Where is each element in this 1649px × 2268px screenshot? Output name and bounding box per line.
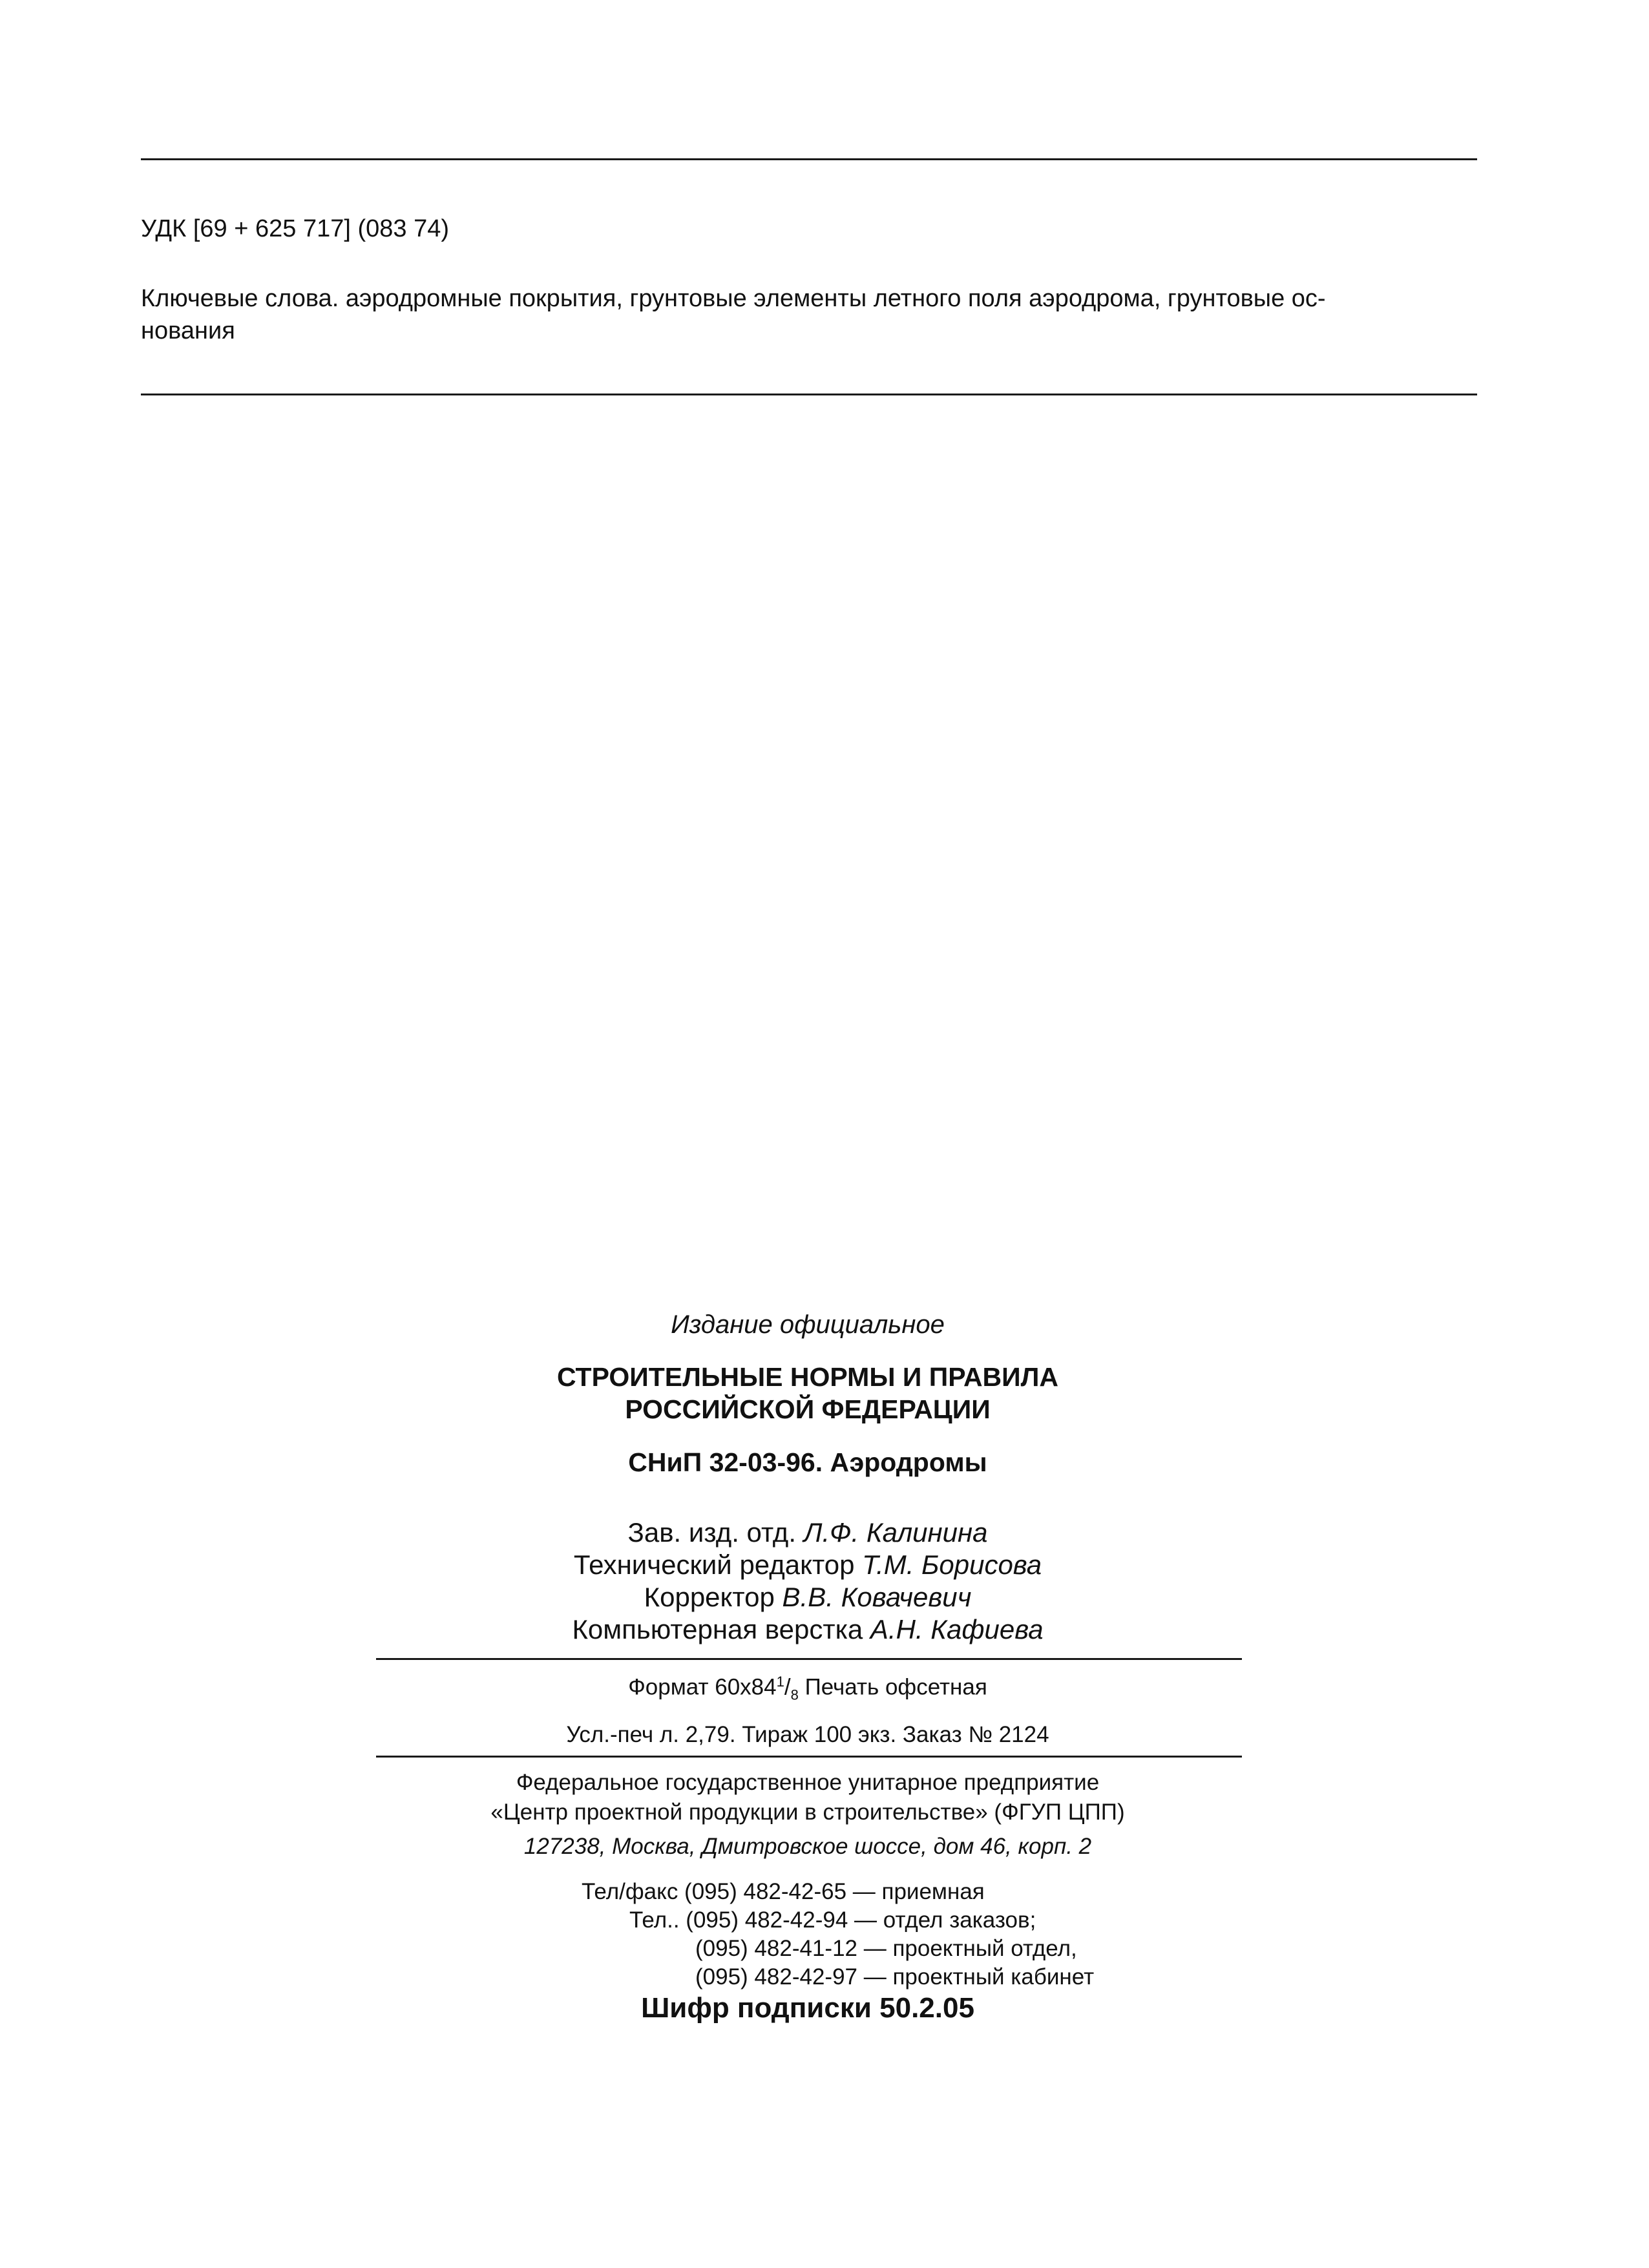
staff-name: Л.Ф. Калинина <box>803 1517 988 1548</box>
organization-line-1: Федеральное государственное унитарное предприятие <box>516 1770 1100 1795</box>
series-title-line-2: РОССИЙСКОЙ ФЕДЕРАЦИИ <box>625 1394 991 1424</box>
top-rule <box>141 158 1477 160</box>
staff-name: Т.М. Борисова <box>862 1549 1042 1580</box>
organization-line-2: «Центр проектной продукции в строительстве» (ФГУП ЦПП) <box>490 1800 1125 1825</box>
staff-role: Зав. изд. отд. <box>627 1517 796 1548</box>
contact-line: Тел/факс (095) 482-42-65 — приемная <box>582 1879 985 1904</box>
staff-role: Компьютерная верстка <box>572 1614 863 1644</box>
imprint-rule-bottom <box>376 1756 1242 1758</box>
staff-row <box>375 1549 1241 1581</box>
document-title: СНиП 32-03-96. Аэродромы <box>628 1447 987 1477</box>
udk-code: УДК [69 + 625 717] (083 74) <box>141 215 450 242</box>
series-title <box>375 1361 1241 1425</box>
format-line <box>375 1674 1241 1704</box>
staff-name: А.Н. Кафиева <box>870 1614 1044 1644</box>
staff-row <box>375 1517 1241 1549</box>
keywords <box>141 282 1326 347</box>
staff-list <box>375 1517 1241 1646</box>
staff-row <box>375 1581 1241 1613</box>
format-fraction-denominator: 8 <box>790 1686 799 1703</box>
staff-name: В.В. Ковачевич <box>782 1582 972 1612</box>
address: 127238, Москва, Дмитровское шоссе, дом 46, корп. 2 <box>523 1834 1092 1859</box>
keywords-line-2: нования <box>141 317 235 344</box>
keywords-rule <box>141 394 1477 395</box>
format-print-type: Печать офсетная <box>804 1674 987 1700</box>
edition-note: Издание официальное <box>671 1310 945 1339</box>
format-fraction-numerator: 1 <box>776 1674 784 1690</box>
staff-role: Технический редактор <box>573 1549 855 1580</box>
contact-line: (095) 482-42-97 — проектный кабинет <box>695 1964 1095 1990</box>
keywords-line-1: Ключевые слова. аэродромные покрытия, грунтовые элементы летного поля аэродрома, грунтовые ос- <box>141 285 1326 312</box>
staff-role: Корректор <box>644 1582 775 1612</box>
contact-line: Тел.. (095) 482-42-94 — отдел заказов; <box>629 1907 1036 1933</box>
organization <box>375 1768 1241 1827</box>
series-title-line-1: СТРОИТЕЛЬНЫЕ НОРМЫ И ПРАВИЛА <box>556 1362 1059 1392</box>
staff-row <box>375 1613 1241 1646</box>
imprint-rule-top <box>376 1658 1242 1660</box>
contact-line: (095) 482-41-12 — проектный отдел, <box>695 1936 1077 1961</box>
subscription-code: Шифр подписки 50.2.05 <box>641 1992 974 2024</box>
format-prefix: Формат 60х84 <box>628 1674 777 1700</box>
print-info: Усл.-печ л. 2,79. Тираж 100 экз. Заказ № 2124 <box>566 1722 1049 1747</box>
format-fraction-slash: / <box>784 1674 791 1700</box>
